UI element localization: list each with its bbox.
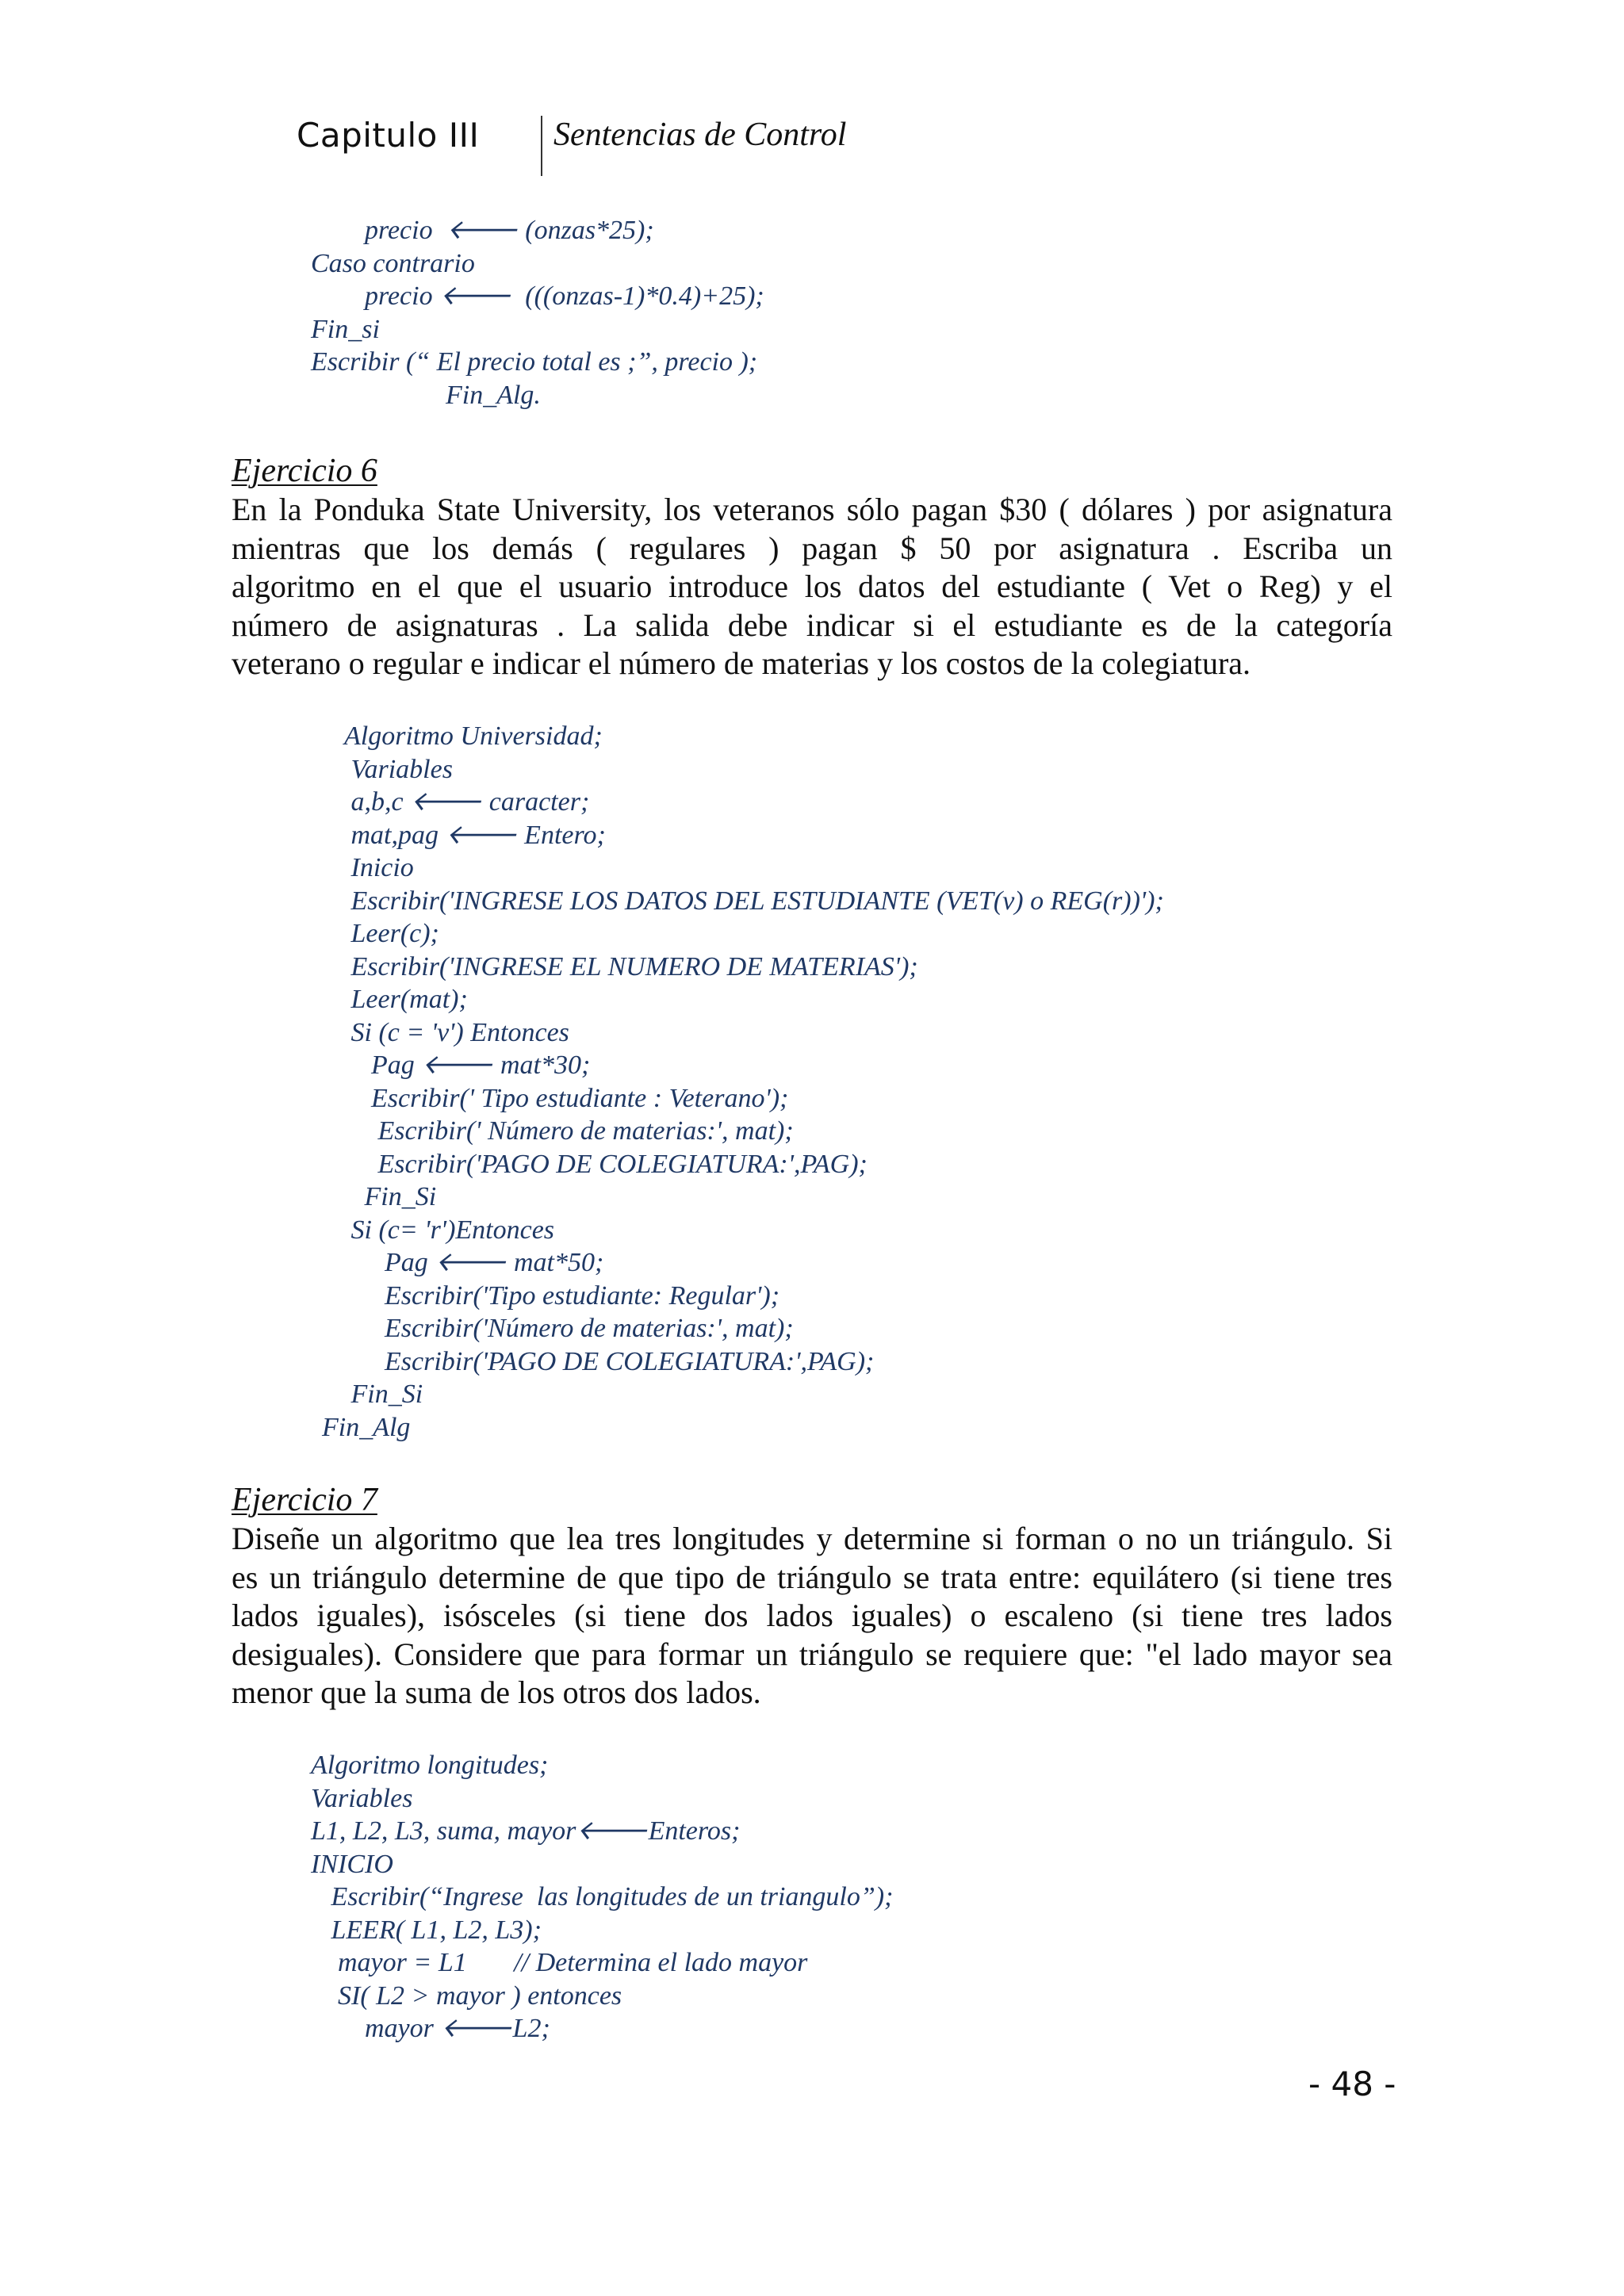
code-line: SI( L2 > mayor ) entonces: [311, 1980, 622, 2011]
code-line: Caso contrario: [311, 248, 475, 278]
code-line: Variables: [344, 754, 453, 784]
paragraph-line: algoritmo en el que el usuario introduce los datos del estudiante ( Vet o Reg) y el: [232, 568, 1392, 604]
section-title: Sentencias de Control: [553, 117, 847, 153]
code-line: Fin_si: [311, 314, 380, 344]
paragraph-line: es un triángulo determine de que tipo de triángulo se trata entre: equilátero (si tiene tres: [232, 1559, 1392, 1595]
code-line: Algoritmo longitudes;: [311, 1751, 549, 1780]
code-line: Escribir('Tipo estudiante: Regular');: [344, 1280, 780, 1311]
paragraph-line: menor que la suma de los otros dos lados.: [232, 1674, 761, 1710]
paragraph-line: Diseñe un algoritmo que lea tres longitudes y determine si forman o no un triángulo. Si: [232, 1521, 1392, 1556]
code-line: Escribir(' Número de materias:', mat);: [344, 1116, 794, 1146]
code-line: Leer(mat);: [344, 985, 468, 1014]
code-line: Escribir('INGRESE EL NUMERO DE MATERIAS');: [344, 951, 918, 982]
code-line: Fin_Si: [344, 1380, 423, 1409]
code-line: precio 🡐 (((onzas-1)*0.4)+25);: [311, 281, 764, 311]
code-line: mayor = L1 // Determina el lado mayor: [311, 1948, 808, 1977]
code-line: mat,pag 🡐 Entero;: [344, 820, 606, 850]
paragraph-line: mientras que los demás ( regulares ) pagan $ 50 por asignatura . Escriba un: [232, 530, 1392, 566]
code-line: a,b,c 🡐 caracter;: [344, 787, 590, 817]
code-line: Escribir(' Tipo estudiante : Veterano');: [344, 1083, 789, 1113]
code-line: Fin_Alg.: [311, 380, 541, 410]
chapter-title: Capitulo III: [297, 116, 480, 155]
code-line: Escribir('PAGO DE COLEGIATURA:',PAG);: [344, 1346, 875, 1376]
exercise-7-code: [311, 1749, 893, 2045]
code-line: LEER( L1, L2, L3);: [311, 1915, 542, 1945]
header-divider: [541, 116, 542, 176]
exercise-6-statement: [232, 491, 1392, 683]
code-line: Escribir('INGRESE LOS DATOS DEL ESTUDIANTE (VET(v) o REG(r))');: [344, 886, 1164, 916]
code-line: Variables: [311, 1783, 413, 1813]
code-line: INICIO: [311, 1849, 393, 1879]
code-line: Si (c= 'r')Entonces: [344, 1215, 555, 1245]
page-number: - 48 -: [1308, 2064, 1396, 2103]
code-line: precio 🡐 (onzas*25);: [311, 216, 654, 245]
paragraph-line: En la Ponduka State University, los veteranos sólo pagan $30 ( dólares ) por asignatura: [232, 492, 1392, 527]
code-line: Escribir('PAGO DE COLEGIATURA:',PAG);: [344, 1149, 868, 1179]
exercise-7-statement: [232, 1520, 1392, 1712]
code-line: Inicio: [344, 853, 414, 882]
paragraph-line: desiguales). Considere que para formar un triángulo se requiere que: "el lado mayor sea: [232, 1636, 1392, 1672]
code-line: Escribir(“Ingrese las longitudes de un triangulo”);: [311, 1882, 894, 1911]
code-line: L1, L2, L3, suma, mayor🡐Enteros;: [311, 1816, 741, 1846]
code-line: mayor 🡐L2;: [311, 2014, 550, 2043]
code-line: Escribir('Número de materias:', mat);: [344, 1314, 794, 1343]
paragraph-line: lados iguales), isósceles (si tiene dos lados iguales) o escaleno (si tiene tres lados: [232, 1598, 1392, 1633]
code-line: Leer(c);: [344, 919, 439, 948]
code-line: Fin_Alg: [322, 1412, 411, 1442]
exercise-7-title: Ejercicio 7: [232, 1482, 377, 1518]
code-line: Escribir (“ El precio total es ;”, precio );: [311, 347, 758, 377]
code-line: Pag 🡐 mat*30;: [344, 1050, 591, 1080]
code-line: Algoritmo Universidad;: [344, 721, 603, 751]
code-line: Pag 🡐 mat*50;: [344, 1248, 604, 1277]
code-line: Si (c = 'v') Entonces: [344, 1017, 569, 1047]
paragraph-line: veterano o regular e indicar el número de materias y los costos de la colegiatura.: [232, 645, 1251, 681]
exercise-6-title: Ejercicio 6: [232, 453, 377, 489]
exercise-6-code: [322, 720, 1164, 1444]
paragraph-line: número de asignaturas . La salida debe indicar si el estudiante es de la categoría: [232, 607, 1392, 643]
code-block-continued: [311, 214, 764, 411]
code-line: Fin_Si: [344, 1182, 437, 1211]
